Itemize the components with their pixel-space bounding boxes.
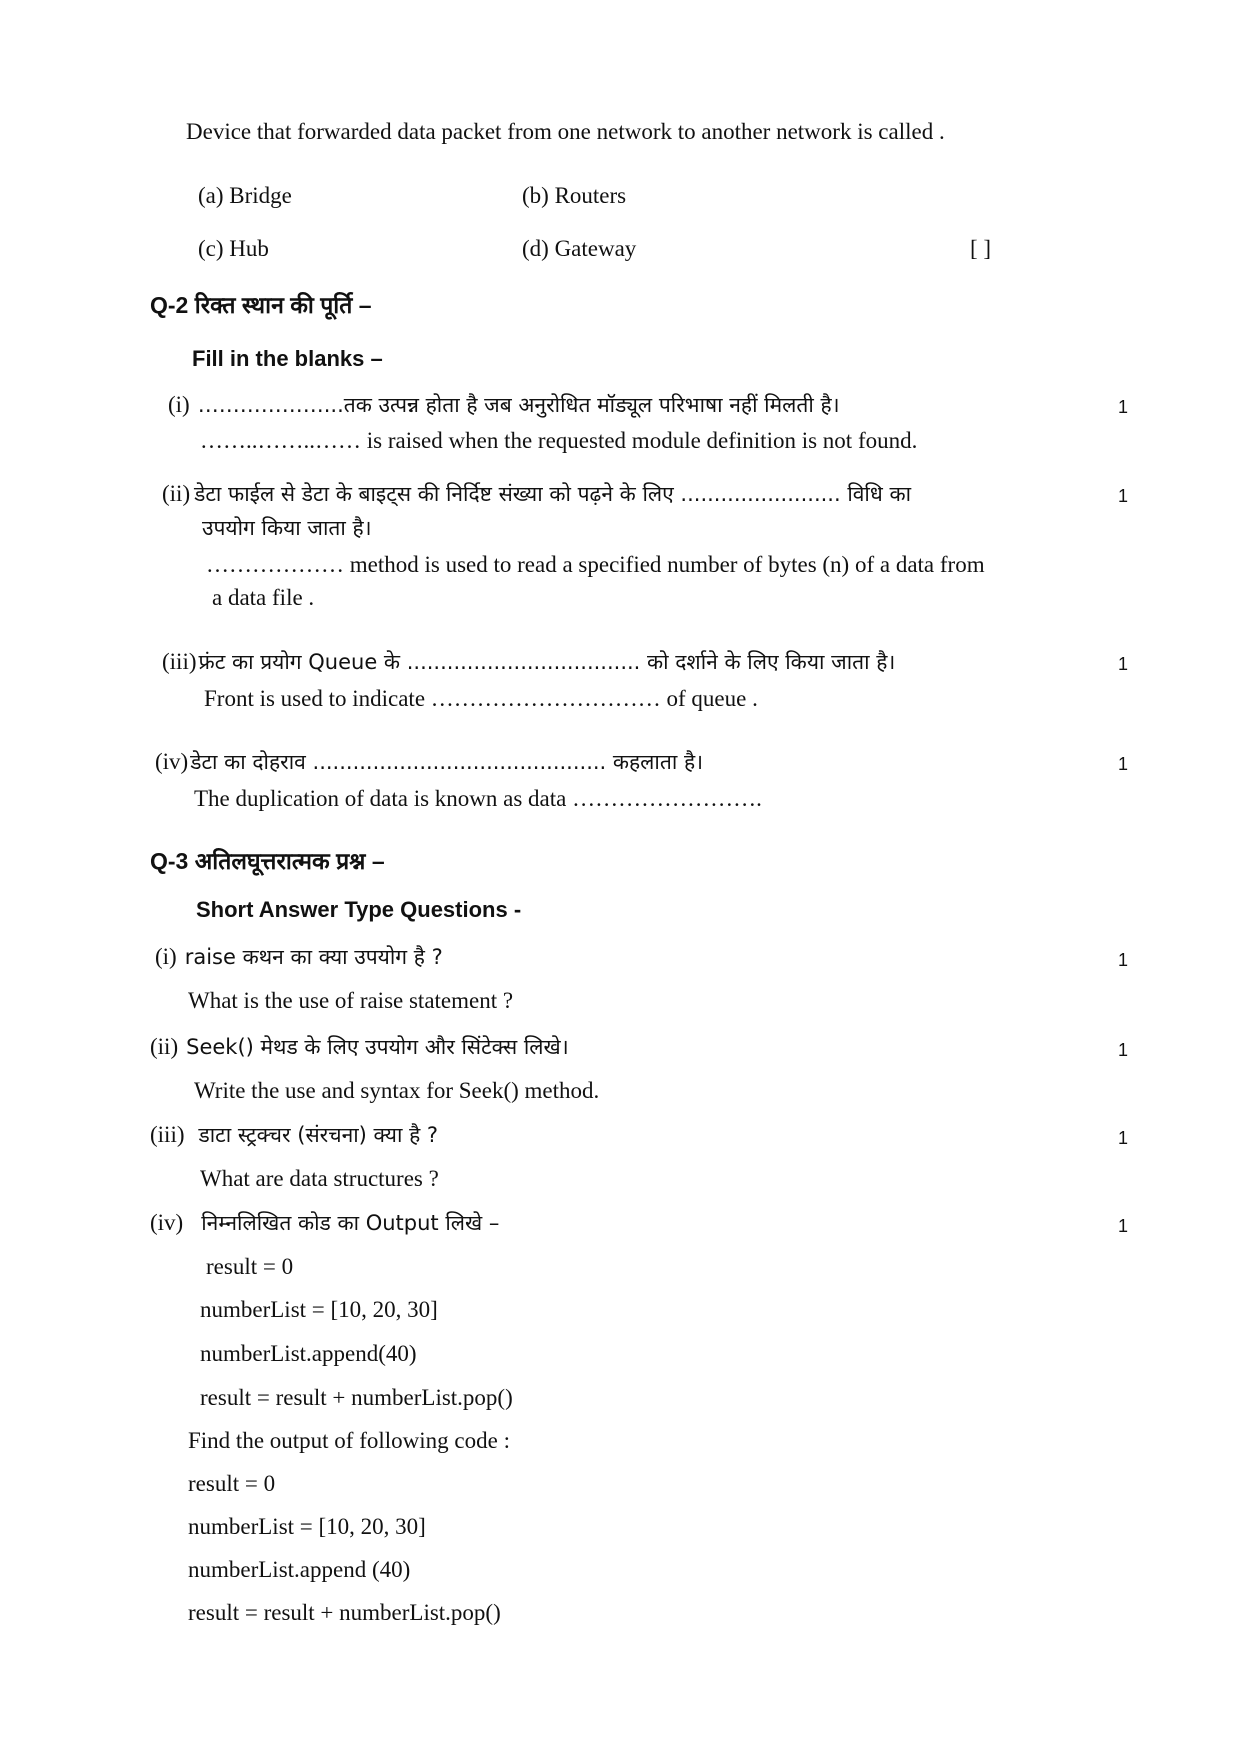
- q2-item-1: [168, 392, 840, 418]
- item-english: What is the use of raise statement ?: [188, 988, 514, 1013]
- item-number: (i): [155, 944, 177, 969]
- item-number: (i): [168, 392, 190, 417]
- code-line: result = result + numberList.pop(): [188, 1600, 501, 1625]
- item-hindi: raise कथन का क्या उपयोग है ?: [184, 945, 443, 969]
- code-line: numberList.append(40): [200, 1341, 417, 1366]
- item-english: Front is used to indicate ………………………… of queue .: [204, 686, 758, 711]
- marks: 1: [1118, 1128, 1129, 1148]
- q1-option-b: (b) Routers: [522, 183, 627, 208]
- item-hindi: निम्नलिखित कोड का Output लिखे –: [201, 1211, 500, 1235]
- q1-option-d: (d) Gateway: [522, 236, 637, 261]
- item-hindi: ………………...तक उत्पन्न होता है जब अनुरोधित मॉड्यूल परिभाषा नहीं मिलती है।: [197, 393, 840, 417]
- q1-option-c: (c) Hub: [198, 236, 269, 261]
- item-hindi: फ्रंट का प्रयोग Queue के ................................... को दर्शाने के लिए किया जाता है।: [198, 650, 896, 674]
- item-number: (ii): [162, 481, 191, 506]
- marks: 1: [1118, 486, 1129, 506]
- q2-item-3: [162, 649, 895, 675]
- q3-item-3: [150, 1122, 438, 1148]
- q3-item-1: [155, 944, 443, 970]
- item-english: Write the use and syntax for Seek() method.: [194, 1078, 600, 1103]
- code-line: numberList = [10, 20, 30]: [200, 1297, 438, 1322]
- item-english: ……..……..…… is raised when the requested module definition is not found.: [200, 428, 918, 453]
- marks: 1: [1118, 754, 1129, 774]
- item-english: ……………… method is used to read a specified number of bytes (n) of a data from: [206, 552, 985, 577]
- item-english: What are data structures ?: [200, 1166, 439, 1191]
- q2-heading: Q-2 रिक्त स्थान की पूर्ति –: [150, 292, 372, 318]
- code-line: numberList = [10, 20, 30]: [188, 1514, 426, 1539]
- q3-item-2: [150, 1034, 569, 1060]
- q1-question: Device that forwarded data packet from one network to another network is called .: [186, 119, 945, 144]
- code-line: result = 0: [188, 1471, 276, 1496]
- item-number: (iii): [150, 1122, 185, 1147]
- code-line: result = result + numberList.pop(): [200, 1385, 513, 1410]
- item-hindi: Seek() मेथड के लिए उपयोग और सिंटेक्स लिखे।: [186, 1035, 569, 1059]
- item-hindi: डेटा फाईल से डेटा के बाइट्स की निर्दिष्ट संख्या को पढ़ने के लिए ........................ विधि का: [194, 482, 912, 506]
- q3-heading: Q-3 अतिलघूत्तरात्मक प्रश्न –: [150, 848, 385, 874]
- q2-subheading: Fill in the blanks –: [192, 346, 383, 371]
- answer-box: [ ]: [970, 236, 992, 261]
- item-hindi: डेटा का दोहराव ............................................ कहलाता है।: [190, 750, 704, 774]
- marks: 1: [1118, 1216, 1129, 1236]
- item-number: (iv): [150, 1210, 184, 1235]
- code-line: result = 0: [206, 1254, 294, 1279]
- marks: 1: [1118, 1040, 1129, 1060]
- q2-item-2: [162, 481, 911, 507]
- item-hindi-cont: उपयोग किया जाता है।: [202, 516, 372, 540]
- q3-item-4: [150, 1210, 499, 1236]
- item-number: (iv): [155, 749, 189, 774]
- marks: 1: [1118, 397, 1129, 417]
- marks: 1: [1118, 950, 1129, 970]
- item-english-cont: a data file .: [212, 585, 315, 610]
- item-hindi: डाटा स्ट्रक्चर (संरचना) क्या है ?: [198, 1123, 439, 1147]
- item-number: (iii): [162, 649, 197, 674]
- q3-subheading: Short Answer Type Questions -: [196, 897, 522, 922]
- q2-item-4: [155, 749, 703, 775]
- item-english: The duplication of data is known as data …………………….: [194, 786, 762, 811]
- code-line: numberList.append (40): [188, 1557, 411, 1582]
- item-english: Find the output of following code :: [188, 1428, 510, 1453]
- item-number: (ii): [150, 1034, 179, 1059]
- marks: 1: [1118, 654, 1129, 674]
- q1-option-a: (a) Bridge: [198, 183, 292, 208]
